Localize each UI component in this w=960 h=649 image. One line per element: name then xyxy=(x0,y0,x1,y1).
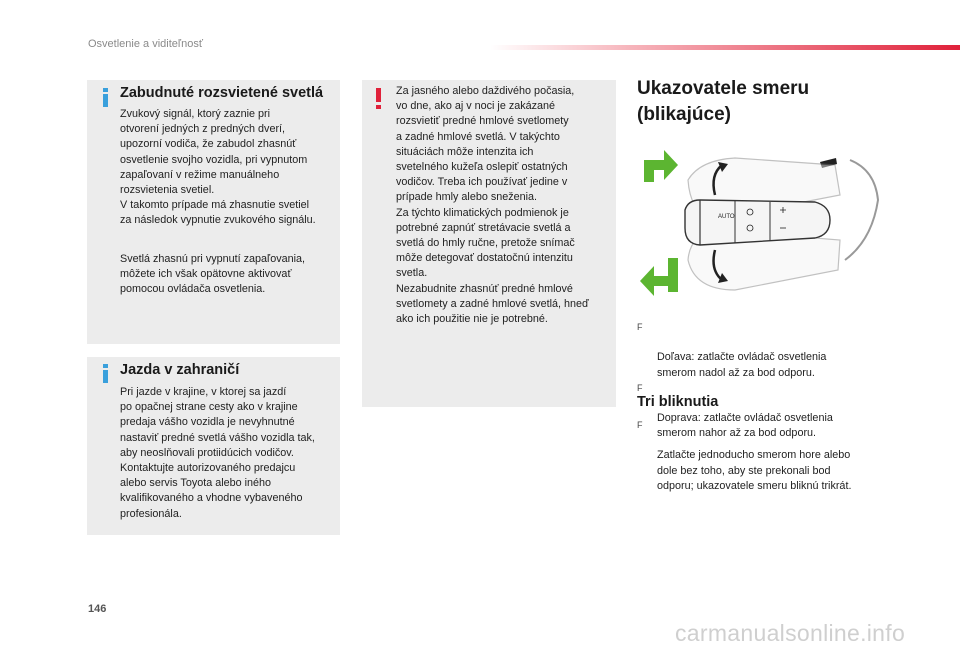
page-number: 146 xyxy=(88,603,107,615)
abroad-title: Jazda v zahraničí xyxy=(120,362,240,378)
abroad-box xyxy=(87,357,340,535)
forgotten-lights-box xyxy=(87,80,340,344)
fog-warning-box xyxy=(362,80,616,407)
abroad-text: Pri jazde v krajine, v ktorej sa jazdí po opačnej strane cesty ako v krajine predaja vášho vozidla je nevyhnutné nastaviť predné svetlá vášho vozidla tak, aby neoslňovali protiidúcich vodičov. Kontaktujte autorizovaného predajcu alebo servis Toyota alebo iného kvalifikovaného a vhodne vybaveného profesionála. xyxy=(120,386,315,520)
forgotten-lights-text-2: Svetlá zhasnú pri vypnutí zapaľovania, môžete ich však opätovne aktivovať pomocou ovládača osvetlenia. xyxy=(120,253,306,296)
three-flashes-title: Tri bliknutia xyxy=(637,394,719,410)
section-header: Osvetlenie a viditeľnosť xyxy=(88,38,203,50)
forgotten-lights-title: Zabudnuté rozsvietené svetlá xyxy=(120,85,324,101)
turn-right-instruction: Doprava: zatlačte ovládač osvetlenia smerom nahor až za bod odporu. xyxy=(657,412,833,440)
turn-left-instruction: Doľava: zatlačte ovládač osvetlenia smerom nadol až za bod odporu. xyxy=(657,351,827,379)
three-flashes-list xyxy=(637,418,907,494)
list-item xyxy=(637,320,897,381)
forgotten-lights-text: Zvukový signál, ktorý zaznie pri otvorení jedných z predných dverí, upozorní vodiča, že zabudol zhasnúť osvetlenie svojho vozidla, pri vypnutom zapaľovaní v režime manuálneho rozsvietenia svetiel. V takomto prípade má zhasnutie svetiel za následok vypnutie zvukového signálu. xyxy=(120,108,316,227)
fog-warning-text: Za jasného alebo daždivého počasia, vo dne, ako aj v noci je zakázané rozsvietiť predné hmlové svetlomety a zadné hmlové svetlá. V takýchto situáciách môže intenzita ich svetelného kužeľa oslepiť ostatných vodičov. Treba ich používať jedine v prípade hmly alebo sneženia. Za týchto klimatických podmienok je potrebné zapnúť stretávacie svetlá a svetlá do hmly ručne, pretože snímač môže detegovať dostatočnú intenzitu svetla. Nezabudnite zhasnúť predné hmlové svetlomety a zadné hmlové svetlá, hneď ako ich použitie nie je potrebné. xyxy=(396,85,589,326)
bullet-marker: F xyxy=(637,322,643,332)
header-accent-bar xyxy=(490,45,960,50)
watermark: carmanualsonline.info xyxy=(675,620,906,646)
turn-signals-title: Ukazovatele smeru (blikajúce) xyxy=(637,78,810,125)
green-arrow-left-down-icon xyxy=(640,258,678,296)
lighting-stalk-illustration xyxy=(640,140,885,305)
auto-label: AUTO xyxy=(718,214,735,220)
three-flashes-instruction: Zatlačte jednoducho smerom hore alebo dole bez toho, aby ste prekonali bod odporu; ukazovatele smeru bliknú trikrát. xyxy=(657,449,852,492)
bullet-marker: F xyxy=(637,382,643,393)
list-item xyxy=(637,418,907,494)
bullet-marker: F xyxy=(637,420,643,430)
green-arrow-right-up-icon xyxy=(644,150,678,182)
light-switch-stalk xyxy=(685,200,830,245)
